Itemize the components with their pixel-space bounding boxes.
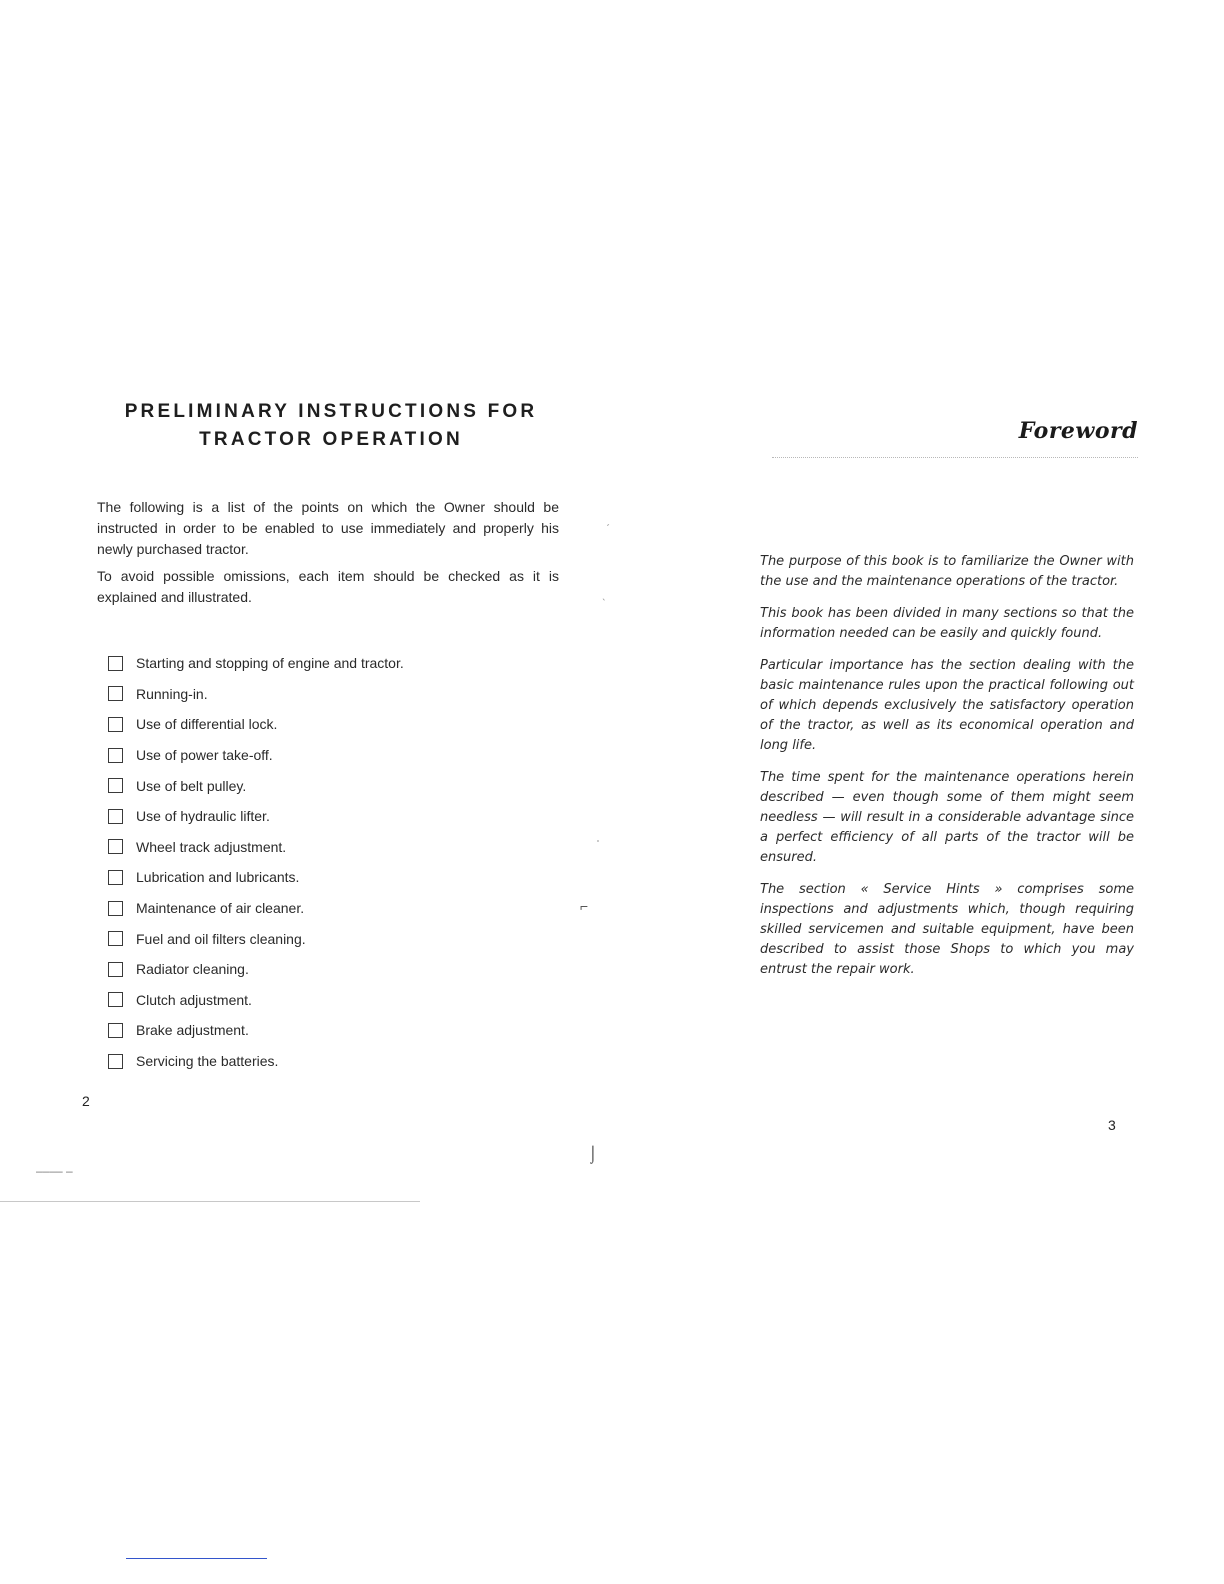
title-line-1: PRELIMINARY INSTRUCTIONS FOR — [124, 401, 538, 422]
foreword-paragraph: The time spent for the maintenance operations herein described — even though some of them might seem needless — will result in a considerable advantage since a perfect efficiency of all parts of the tractor will be ensured. — [760, 770, 1134, 865]
checklist-item-label: Use of belt pulley. — [136, 777, 247, 794]
checklist-item-label: Running-in. — [136, 685, 208, 702]
foreword-body — [760, 552, 1134, 992]
right-page — [612, 0, 1224, 1584]
foreword-paragraph: This book has been divided in many sections so that the information needed can be easily and quickly found. — [760, 606, 1134, 641]
checkbox-icon[interactable] — [108, 656, 123, 671]
checklist-item[interactable] — [108, 862, 528, 893]
checklist-item-label: Use of power take-off. — [136, 747, 273, 764]
checklist-item-label: Use of hydraulic lifter. — [136, 808, 270, 825]
checklist-item-label: Starting and stopping of engine and tractor. — [136, 655, 404, 672]
checkbox-icon[interactable] — [108, 778, 123, 793]
scan-speck: ˎ — [602, 587, 606, 601]
checklist-item[interactable] — [108, 985, 528, 1016]
checklist-item[interactable] — [108, 832, 528, 863]
checkbox-icon[interactable] — [108, 962, 123, 977]
checklist-item-label: Use of differential lock. — [136, 716, 278, 733]
intro-paragraph-1: The following is a list of the points on which the Owner should be instructed in order to be enabled to use immediately and properly his newly purchased tractor. — [97, 499, 559, 557]
checklist-item[interactable] — [108, 679, 528, 710]
checkbox-icon[interactable] — [108, 901, 123, 916]
scan-edge-line — [0, 1201, 420, 1202]
page-number-left: 2 — [82, 1093, 90, 1109]
checklist-item[interactable] — [108, 923, 528, 954]
foreword-paragraph: The purpose of this book is to familiarize the Owner with the use and the maintenance operations of the tractor. — [760, 554, 1134, 589]
checklist-item[interactable] — [108, 893, 528, 924]
checkbox-icon[interactable] — [108, 870, 123, 885]
checklist-item[interactable] — [108, 740, 528, 771]
checkbox-icon[interactable] — [108, 686, 123, 701]
checklist-item[interactable] — [108, 801, 528, 832]
checklist-item-label: Brake adjustment. — [136, 1022, 249, 1039]
checklist-item-label: Radiator cleaning. — [136, 961, 249, 978]
page-title — [96, 398, 566, 454]
link-underline — [126, 1558, 267, 1559]
checklist-item[interactable] — [108, 709, 528, 740]
checklist-item[interactable] — [108, 1015, 528, 1046]
checkbox-icon[interactable] — [108, 748, 123, 763]
checklist-item-label: Maintenance of air cleaner. — [136, 900, 305, 917]
checklist-item-label: Fuel and oil filters cleaning. — [136, 930, 306, 947]
scan-speck: ‒‒‒‒ ‒ — [36, 1164, 73, 1178]
checkbox-icon[interactable] — [108, 717, 123, 732]
checkbox-icon[interactable] — [108, 809, 123, 824]
checkbox-icon[interactable] — [108, 931, 123, 946]
checkbox-icon[interactable] — [108, 992, 123, 1007]
checklist-item[interactable] — [108, 954, 528, 985]
foreword-rule — [772, 457, 1138, 458]
foreword-paragraph: Particular importance has the section dealing with the basic maintenance rules upon the practical following out of which depends exclusively the satisfactory operation of the tractor, as well as its economical operation and long life. — [760, 658, 1134, 753]
checklist-item-label: Lubrication and lubricants. — [136, 869, 300, 886]
checklist — [108, 648, 528, 1076]
scan-speck: ˈ — [596, 838, 600, 852]
checkbox-icon[interactable] — [108, 1054, 123, 1069]
scan-speck: ˊ — [606, 522, 610, 536]
scan-speck: ⌐ — [580, 898, 589, 914]
checkbox-icon[interactable] — [108, 1023, 123, 1038]
foreword-title: Foreword — [1018, 418, 1138, 444]
title-line-2: TRACTOR OPERATION — [199, 429, 463, 450]
checklist-item-label: Wheel track adjustment. — [136, 838, 287, 855]
checkbox-icon[interactable] — [108, 839, 123, 854]
checklist-item[interactable] — [108, 1046, 528, 1077]
checklist-item[interactable] — [108, 648, 528, 679]
checklist-item[interactable] — [108, 770, 528, 801]
page-number-right: 3 — [1108, 1117, 1116, 1133]
checklist-item-label: Servicing the batteries. — [136, 1053, 279, 1070]
checklist-item-label: Clutch adjustment. — [136, 991, 252, 1008]
intro-paragraph-2: To avoid possible omissions, each item should be checked as it is explained and illustrated. — [97, 568, 559, 605]
foreword-paragraph: The section « Service Hints » comprises some inspections and adjustments which, though requiring skilled servicemen and suitable equipment, have been described to assist those Shops to which you may entrust the repair work. — [760, 882, 1134, 977]
scan-speck: ⌡ — [588, 1146, 598, 1163]
